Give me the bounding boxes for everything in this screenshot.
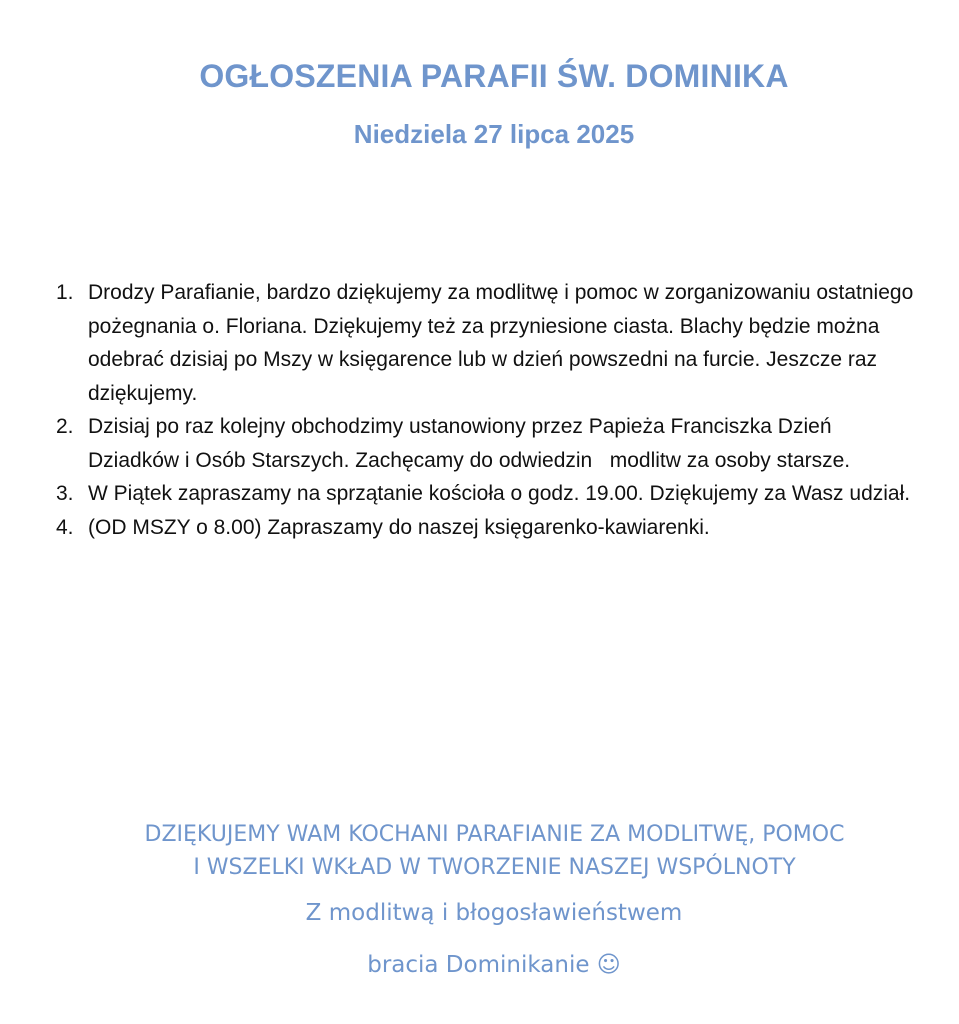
item-text: Drodzy Parafianie, bardzo dziękujemy za modlitwę i pomoc w zorganizowaniu ostatniego pożegnania o. Floriana. Dziękujemy też za przyniesione ciasta. Blachy będzie można odebrać dzisiaj po Mszy w księgarence lub w dzień powszedni na furcie. Jeszcze raz dziękujemy. <box>88 281 914 405</box>
page-title: OGŁOSZENIA PARAFII ŚW. DOMINIKA <box>199 58 789 94</box>
item-number: 1. <box>56 281 74 304</box>
date-subtitle: Niedziela 27 lipca 2025 <box>353 119 635 149</box>
item-text: (OD MSZY o 8.00) Zapraszamy do naszej księgarenko-kawiarenki. <box>88 515 710 539</box>
list-item <box>56 410 926 477</box>
thanks-line-1: DZIĘKUJEMY WAM KOCHANI PARAFIANIE ZA MODLITWĘ, POMOC <box>144 822 845 847</box>
thanks-message <box>0 818 959 884</box>
list-item <box>56 511 926 545</box>
item-text: Dzisiaj po raz kolejny obchodzimy ustanowiony przez Papieża Franciszka Dzień Dziadków i Osób Starszych. Zachęcamy do odwiedzin modlitw za osoby starsze. <box>88 415 851 472</box>
item-number: 3. <box>56 482 74 505</box>
list-item <box>56 477 926 511</box>
item-number: 4. <box>56 515 74 539</box>
signature-text: bracia Dominikanie ☺ <box>367 952 621 978</box>
item-text: W Piątek zapraszamy na sprzątanie kościoła o godz. 19.00. Dziękujemy za Wasz udział. <box>88 482 911 505</box>
blessing-text: Z modlitwą i błogosławieństwem <box>305 900 683 926</box>
list-item <box>56 276 926 410</box>
announcements-list <box>56 276 926 544</box>
thanks-line-2: I WSZELKI WKŁAD W TWORZENIE NASZEJ WSPÓLNOTY <box>193 855 796 880</box>
item-number: 2. <box>56 415 74 438</box>
